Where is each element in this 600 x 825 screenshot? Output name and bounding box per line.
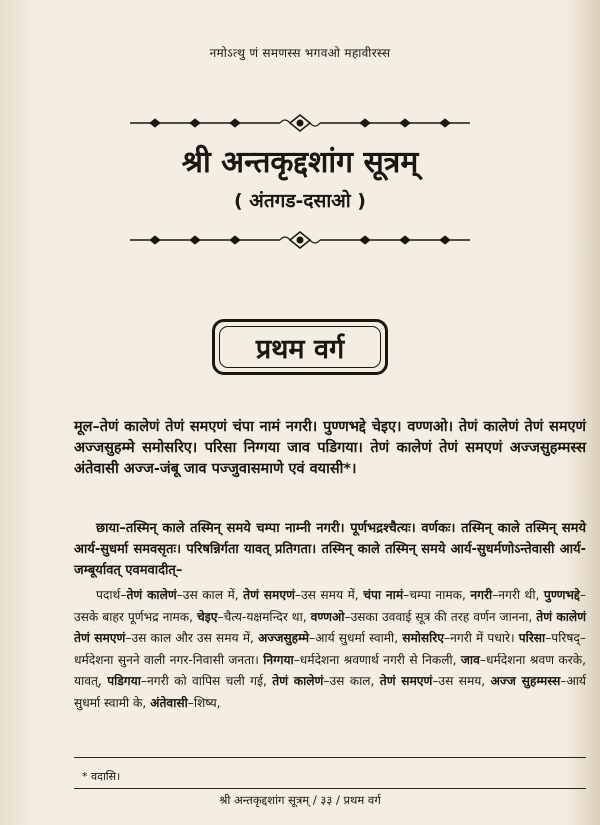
prakrit-term: नगरी — [470, 588, 493, 602]
hindi-meaning: –उस काल, — [323, 674, 380, 688]
hindi-meaning: –उस काल में, — [176, 588, 244, 602]
prakrit-term: अंतेवासी — [150, 695, 188, 710]
footnote: * वदासि। — [82, 770, 121, 783]
prakrit-term: निग्गया — [263, 652, 294, 667]
hindi-meaning: –नगरी थी, — [492, 588, 544, 602]
prakrit-term: तेणं समएणं — [379, 674, 433, 688]
hindi-meaning: पदार्थ– — [96, 588, 127, 602]
prakrit-term: तेणं कालेणं तेणं समएणं — [74, 609, 587, 645]
section-heading: प्रथम वर्ग — [255, 333, 345, 365]
hindi-meaning: –धर्मदेशना श्रवण करके, यावत्, — [74, 652, 586, 688]
prakrit-term: जाव — [460, 652, 480, 667]
hindi-meaning: –उसका उववाई सूत्र की तरह वर्णन जानना, — [344, 609, 537, 624]
hindi-meaning: –नगरी में पधारे। — [444, 631, 519, 645]
footer-divider — [74, 788, 586, 789]
bottom-ornament-icon — [130, 230, 470, 250]
padarth-paragraph — [74, 585, 586, 714]
prakrit-term: तेणं कालेणं — [272, 674, 324, 688]
prakrit-term: वण्णओ — [310, 609, 345, 624]
prakrit-term: समोसरिए — [402, 631, 445, 645]
hindi-meaning: –उसके बाहर पूर्णभद्र नामक, — [74, 588, 586, 624]
prakrit-term: अज्ज सुहम्मस्स — [490, 674, 561, 688]
scripture-title: श्री अन्तकृद्दशांग सूत्रम् — [181, 145, 419, 180]
hindi-meaning: –उस काल और उस समय में, — [125, 631, 259, 645]
prakrit-term: परिसा — [518, 631, 546, 645]
running-footer: श्री अन्तकृद्दशांग सूत्रम् / ३३ / प्रथम वर्ग — [219, 793, 381, 807]
hindi-meaning: –उस समय में, — [294, 588, 364, 602]
hindi-meaning: –चम्पा नामक, — [403, 588, 471, 602]
prakrit-term: पुण्णभद्दे — [543, 588, 580, 602]
hindi-meaning: –उस समय, — [432, 674, 491, 688]
prakrit-term: अज्जसुहम्मे — [258, 631, 310, 645]
hindi-meaning: –आर्य सुधर्मा स्वामी, — [309, 631, 403, 645]
prakrit-term: चेइए — [197, 609, 218, 624]
hindi-meaning: –शिष्य, — [187, 695, 221, 710]
invocation-line: नमोऽत्थु णं समणस्स भगवओ महावीरस्स — [209, 46, 391, 60]
hindi-meaning: –चैत्य-यक्षमन्दिर था, — [217, 609, 311, 624]
mool-paragraph — [74, 417, 586, 480]
prakrit-term: तेणं कालेणं — [126, 588, 177, 602]
mool-text: मूल–तेणं कालेणं तेणं समएणं चंपा नामं नगरी। पुण्णभद्दे चेइए। वण्णओ। तेणं कालेणं तेणं समएणं अज्जसुहम्मे समोसरिए। परिसा निग्गया जाव पडिगया। तेणं कालेणं तेणं समएणं अज्जसुहम्मस्स अंतेवासी अज्ज-जंबू जाव पज्जुवासमाणे एवं वयासी*। — [74, 419, 586, 477]
footnote-divider — [74, 757, 586, 758]
chhaya-paragraph — [74, 518, 586, 581]
prakrit-term: चंपा नामं — [363, 588, 404, 602]
section-heading-box — [212, 319, 388, 375]
hindi-meaning: –परिषद्–धर्मदेशना सुनने वाली नगर-निवासी जनता। — [74, 631, 586, 667]
hindi-meaning: –धर्मदेशना श्रवणार्थ नगरी से निकली, — [293, 652, 461, 667]
prakrit-term: पडिगया — [107, 674, 141, 688]
hindi-meaning: –आर्य सुधर्मा स्वामी के, — [74, 674, 586, 710]
prakrit-term: तेणं समएणं — [243, 588, 295, 602]
top-ornament-icon — [130, 113, 470, 133]
chhaya-text: छाया–तस्मिन् काले तस्मिन् समये चम्पा नाम्नी नगरी। पूर्णभद्रश्चैत्यः। वर्णकः। तस्मिन् काले तस्मिन् समये आर्य-सुधर्मा समवसृतः। परिषन्निर्गता यावत् प्रतिगता। तस्मिन् काले तस्मिन् समये आर्य-सुधर्मणोऽन्तेवासी आर्य-जम्बूर्यावत् एवमवादीत्– — [74, 521, 586, 578]
scripture-subtitle: ( अंतगड-दसाओ ) — [234, 190, 366, 212]
hindi-meaning: –नगरी को वापिस चली गई, — [140, 674, 273, 688]
